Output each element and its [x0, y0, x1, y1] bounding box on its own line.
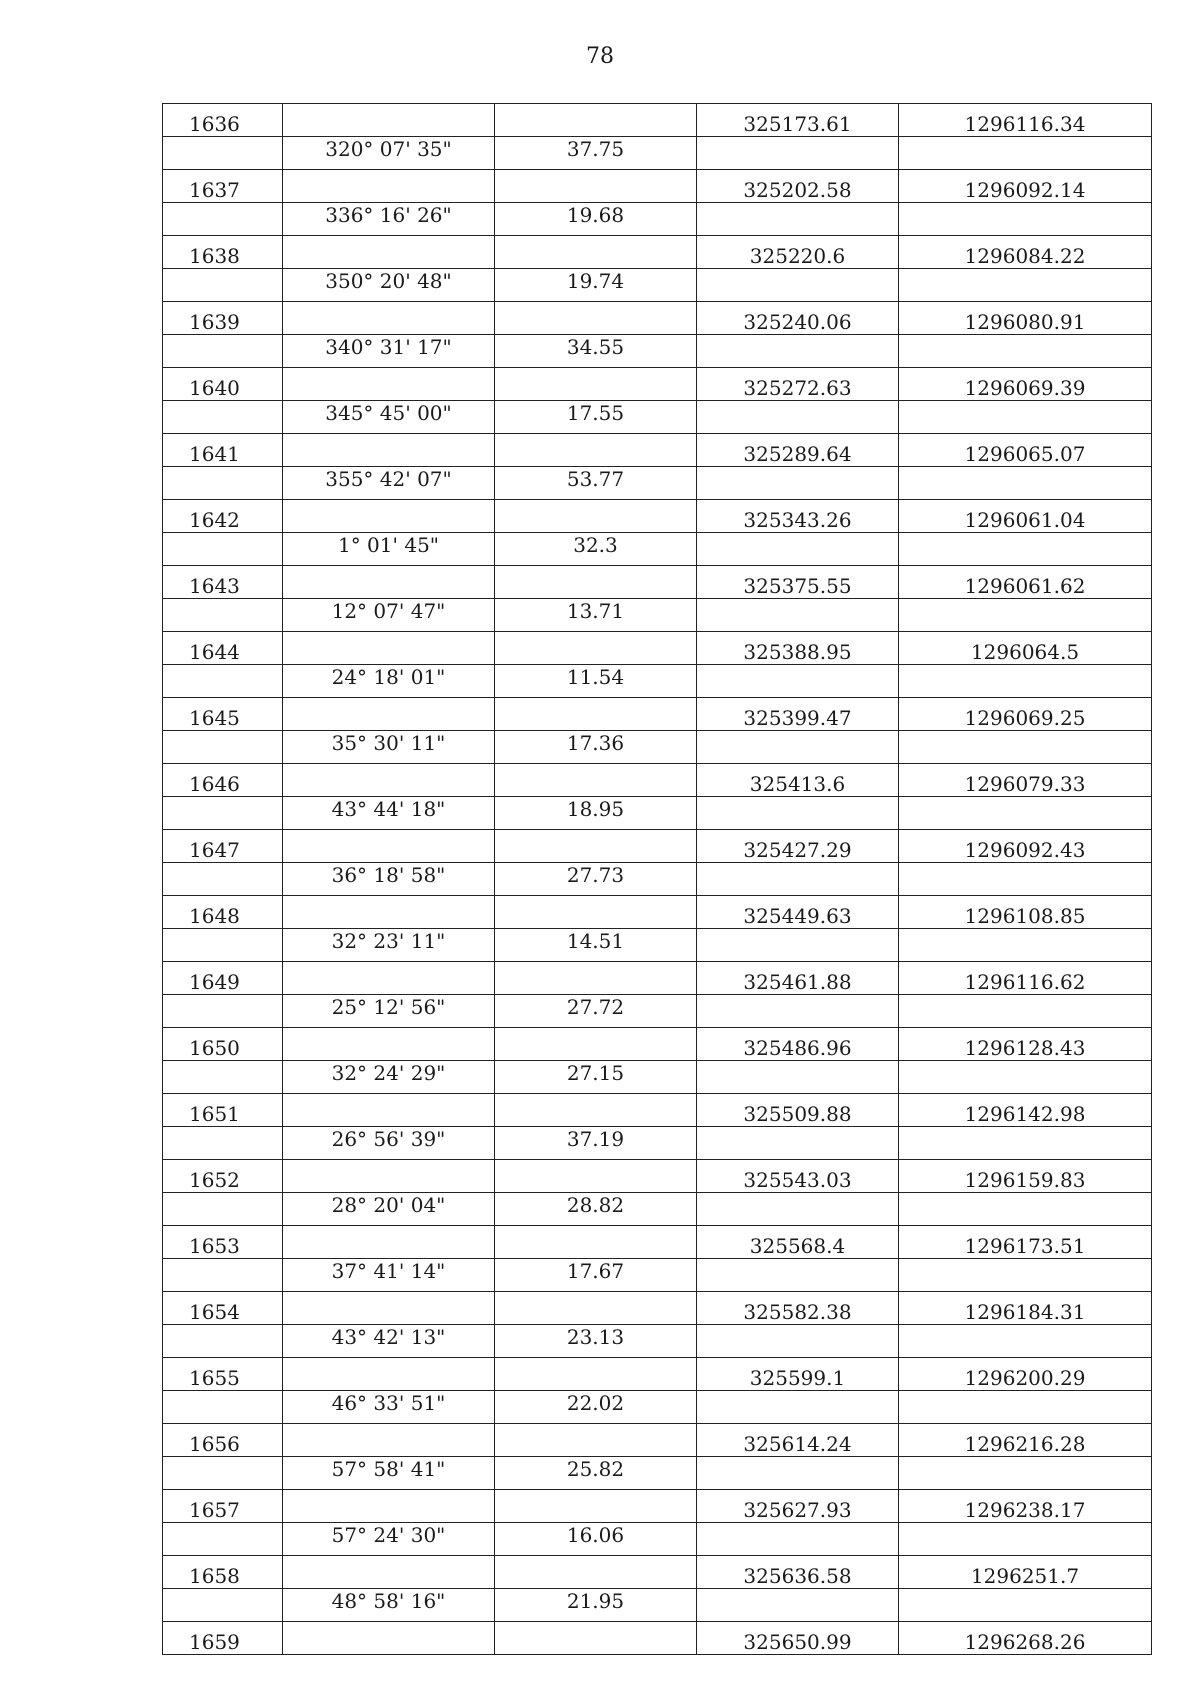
point-id-cell: 1643 — [163, 566, 283, 599]
angle-cell: 345° 45' 00" — [283, 401, 495, 434]
leg-row — [163, 731, 1152, 764]
point-row — [163, 1160, 1152, 1193]
angle-cell — [283, 236, 495, 269]
y-coordinate-cell — [899, 1259, 1152, 1292]
distance-cell — [495, 1160, 697, 1193]
leg-row — [163, 797, 1152, 830]
x-coordinate-cell — [697, 995, 899, 1028]
distance-cell — [495, 1622, 697, 1655]
leg-row — [163, 401, 1152, 434]
x-coordinate-cell: 325202.58 — [697, 170, 899, 203]
y-coordinate-cell: 1296092.43 — [899, 830, 1152, 863]
point-id-cell: 1641 — [163, 434, 283, 467]
distance-cell: 17.67 — [495, 1259, 697, 1292]
y-coordinate-cell: 1296084.22 — [899, 236, 1152, 269]
angle-cell: 43° 42' 13" — [283, 1325, 495, 1358]
angle-cell — [283, 1292, 495, 1325]
point-id-cell: 1649 — [163, 962, 283, 995]
point-id-cell — [163, 203, 283, 236]
point-id-cell — [163, 863, 283, 896]
x-coordinate-cell — [697, 401, 899, 434]
x-coordinate-cell: 325636.58 — [697, 1556, 899, 1589]
distance-cell — [495, 632, 697, 665]
x-coordinate-cell: 325568.4 — [697, 1226, 899, 1259]
leg-row — [163, 1589, 1152, 1622]
point-id-cell — [163, 401, 283, 434]
point-id-cell — [163, 269, 283, 302]
point-row — [163, 170, 1152, 203]
x-coordinate-cell — [697, 467, 899, 500]
point-id-cell — [163, 1325, 283, 1358]
distance-cell: 37.75 — [495, 137, 697, 170]
point-row — [163, 764, 1152, 797]
point-id-cell: 1640 — [163, 368, 283, 401]
y-coordinate-cell: 1296142.98 — [899, 1094, 1152, 1127]
point-id-cell — [163, 1589, 283, 1622]
y-coordinate-cell: 1296064.5 — [899, 632, 1152, 665]
x-coordinate-cell — [697, 1391, 899, 1424]
angle-cell — [283, 1226, 495, 1259]
angle-cell — [283, 1622, 495, 1655]
angle-cell — [283, 896, 495, 929]
distance-cell: 16.06 — [495, 1523, 697, 1556]
point-id-cell — [163, 1391, 283, 1424]
point-id-cell: 1636 — [163, 104, 283, 137]
distance-cell — [495, 764, 697, 797]
y-coordinate-cell — [899, 929, 1152, 962]
distance-cell: 53.77 — [495, 467, 697, 500]
y-coordinate-cell: 1296065.07 — [899, 434, 1152, 467]
x-coordinate-cell — [697, 599, 899, 632]
distance-cell: 18.95 — [495, 797, 697, 830]
distance-cell: 14.51 — [495, 929, 697, 962]
x-coordinate-cell — [697, 797, 899, 830]
point-id-cell — [163, 1193, 283, 1226]
distance-cell: 19.68 — [495, 203, 697, 236]
point-row — [163, 632, 1152, 665]
distance-cell — [495, 170, 697, 203]
leg-row — [163, 665, 1152, 698]
leg-row — [163, 863, 1152, 896]
angle-cell: 12° 07' 47" — [283, 599, 495, 632]
point-row — [163, 1358, 1152, 1391]
angle-cell: 46° 33' 51" — [283, 1391, 495, 1424]
distance-cell: 28.82 — [495, 1193, 697, 1226]
y-coordinate-cell: 1296238.17 — [899, 1490, 1152, 1523]
angle-cell: 32° 24' 29" — [283, 1061, 495, 1094]
x-coordinate-cell — [697, 1259, 899, 1292]
angle-cell: 48° 58' 16" — [283, 1589, 495, 1622]
y-coordinate-cell: 1296268.26 — [899, 1622, 1152, 1655]
point-id-cell: 1650 — [163, 1028, 283, 1061]
angle-cell — [283, 1094, 495, 1127]
angle-cell — [283, 1028, 495, 1061]
y-coordinate-cell — [899, 269, 1152, 302]
y-coordinate-cell: 1296116.62 — [899, 962, 1152, 995]
x-coordinate-cell: 325240.06 — [697, 302, 899, 335]
point-id-cell — [163, 1523, 283, 1556]
distance-cell — [495, 830, 697, 863]
leg-row — [163, 1259, 1152, 1292]
leg-row — [163, 995, 1152, 1028]
point-id-cell: 1647 — [163, 830, 283, 863]
point-id-cell: 1659 — [163, 1622, 283, 1655]
y-coordinate-cell: 1296200.29 — [899, 1358, 1152, 1391]
point-row — [163, 1028, 1152, 1061]
point-row — [163, 1622, 1152, 1655]
x-coordinate-cell: 325650.99 — [697, 1622, 899, 1655]
y-coordinate-cell — [899, 1193, 1152, 1226]
point-row — [163, 1292, 1152, 1325]
x-coordinate-cell: 325375.55 — [697, 566, 899, 599]
x-coordinate-cell — [697, 1127, 899, 1160]
angle-cell — [283, 962, 495, 995]
angle-cell — [283, 632, 495, 665]
y-coordinate-cell: 1296173.51 — [899, 1226, 1152, 1259]
y-coordinate-cell: 1296069.25 — [899, 698, 1152, 731]
y-coordinate-cell — [899, 665, 1152, 698]
point-row — [163, 1556, 1152, 1589]
angle-cell: 320° 07' 35" — [283, 137, 495, 170]
x-coordinate-cell — [697, 665, 899, 698]
point-row — [163, 830, 1152, 863]
distance-cell: 27.73 — [495, 863, 697, 896]
y-coordinate-cell — [899, 1589, 1152, 1622]
angle-cell — [283, 764, 495, 797]
distance-cell — [495, 104, 697, 137]
distance-cell: 19.74 — [495, 269, 697, 302]
y-coordinate-cell: 1296108.85 — [899, 896, 1152, 929]
x-coordinate-cell: 325272.63 — [697, 368, 899, 401]
point-id-cell — [163, 929, 283, 962]
point-row — [163, 302, 1152, 335]
x-coordinate-cell: 325599.1 — [697, 1358, 899, 1391]
x-coordinate-cell — [697, 1523, 899, 1556]
y-coordinate-cell — [899, 335, 1152, 368]
point-id-cell: 1637 — [163, 170, 283, 203]
point-id-cell — [163, 995, 283, 1028]
point-id-cell — [163, 467, 283, 500]
x-coordinate-cell — [697, 1457, 899, 1490]
angle-cell — [283, 1490, 495, 1523]
point-id-cell: 1645 — [163, 698, 283, 731]
page-number: 78 — [586, 44, 614, 69]
point-id-cell: 1639 — [163, 302, 283, 335]
angle-cell: 24° 18' 01" — [283, 665, 495, 698]
point-id-cell: 1654 — [163, 1292, 283, 1325]
x-coordinate-cell: 325399.47 — [697, 698, 899, 731]
x-coordinate-cell: 325461.88 — [697, 962, 899, 995]
y-coordinate-cell — [899, 1523, 1152, 1556]
distance-cell — [495, 1226, 697, 1259]
leg-row — [163, 203, 1152, 236]
angle-cell: 25° 12' 56" — [283, 995, 495, 1028]
y-coordinate-cell — [899, 1325, 1152, 1358]
coordinates-table — [162, 103, 1152, 1655]
angle-cell — [283, 434, 495, 467]
angle-cell — [283, 170, 495, 203]
angle-cell — [283, 1424, 495, 1457]
leg-row — [163, 467, 1152, 500]
distance-cell: 21.95 — [495, 1589, 697, 1622]
distance-cell: 25.82 — [495, 1457, 697, 1490]
leg-row — [163, 1457, 1152, 1490]
point-id-cell — [163, 599, 283, 632]
angle-cell: 32° 23' 11" — [283, 929, 495, 962]
angle-cell: 336° 16' 26" — [283, 203, 495, 236]
y-coordinate-cell: 1296069.39 — [899, 368, 1152, 401]
y-coordinate-cell: 1296061.04 — [899, 500, 1152, 533]
point-row — [163, 500, 1152, 533]
y-coordinate-cell — [899, 1457, 1152, 1490]
angle-cell — [283, 104, 495, 137]
distance-cell — [495, 962, 697, 995]
y-coordinate-cell — [899, 137, 1152, 170]
distance-cell: 17.36 — [495, 731, 697, 764]
point-row — [163, 896, 1152, 929]
y-coordinate-cell: 1296184.31 — [899, 1292, 1152, 1325]
distance-cell: 11.54 — [495, 665, 697, 698]
distance-cell — [495, 698, 697, 731]
x-coordinate-cell — [697, 269, 899, 302]
y-coordinate-cell — [899, 599, 1152, 632]
angle-cell — [283, 500, 495, 533]
y-coordinate-cell — [899, 533, 1152, 566]
leg-row — [163, 269, 1152, 302]
x-coordinate-cell — [697, 533, 899, 566]
distance-cell: 27.72 — [495, 995, 697, 1028]
y-coordinate-cell — [899, 467, 1152, 500]
point-id-cell: 1651 — [163, 1094, 283, 1127]
y-coordinate-cell — [899, 401, 1152, 434]
point-id-cell: 1652 — [163, 1160, 283, 1193]
distance-cell: 13.71 — [495, 599, 697, 632]
angle-cell: 26° 56' 39" — [283, 1127, 495, 1160]
y-coordinate-cell: 1296128.43 — [899, 1028, 1152, 1061]
y-coordinate-cell: 1296116.34 — [899, 104, 1152, 137]
point-row — [163, 368, 1152, 401]
y-coordinate-cell — [899, 995, 1152, 1028]
point-id-cell: 1656 — [163, 1424, 283, 1457]
point-row — [163, 1226, 1152, 1259]
leg-row — [163, 533, 1152, 566]
angle-cell: 350° 20' 48" — [283, 269, 495, 302]
angle-cell: 37° 41' 14" — [283, 1259, 495, 1292]
angle-cell — [283, 1556, 495, 1589]
point-row — [163, 962, 1152, 995]
angle-cell — [283, 698, 495, 731]
y-coordinate-cell: 1296080.91 — [899, 302, 1152, 335]
distance-cell — [495, 1556, 697, 1589]
distance-cell — [495, 500, 697, 533]
x-coordinate-cell: 325614.24 — [697, 1424, 899, 1457]
point-id-cell: 1642 — [163, 500, 283, 533]
angle-cell: 355° 42' 07" — [283, 467, 495, 500]
x-coordinate-cell — [697, 1589, 899, 1622]
distance-cell: 37.19 — [495, 1127, 697, 1160]
x-coordinate-cell: 325509.88 — [697, 1094, 899, 1127]
angle-cell: 28° 20' 04" — [283, 1193, 495, 1226]
point-id-cell — [163, 137, 283, 170]
distance-cell — [495, 1358, 697, 1391]
y-coordinate-cell — [899, 1061, 1152, 1094]
angle-cell: 43° 44' 18" — [283, 797, 495, 830]
x-coordinate-cell — [697, 335, 899, 368]
point-row — [163, 1490, 1152, 1523]
point-id-cell: 1646 — [163, 764, 283, 797]
angle-cell: 57° 58' 41" — [283, 1457, 495, 1490]
y-coordinate-cell: 1296159.83 — [899, 1160, 1152, 1193]
x-coordinate-cell: 325388.95 — [697, 632, 899, 665]
angle-cell — [283, 1358, 495, 1391]
leg-row — [163, 1325, 1152, 1358]
distance-cell — [495, 1292, 697, 1325]
distance-cell — [495, 434, 697, 467]
point-id-cell — [163, 731, 283, 764]
angle-cell — [283, 1160, 495, 1193]
leg-row — [163, 929, 1152, 962]
point-id-cell: 1657 — [163, 1490, 283, 1523]
coordinates-table-body — [163, 104, 1152, 1655]
x-coordinate-cell — [697, 1061, 899, 1094]
point-id-cell — [163, 1457, 283, 1490]
distance-cell — [495, 302, 697, 335]
point-id-cell — [163, 1127, 283, 1160]
x-coordinate-cell: 325220.6 — [697, 236, 899, 269]
distance-cell: 22.02 — [495, 1391, 697, 1424]
distance-cell: 32.3 — [495, 533, 697, 566]
y-coordinate-cell — [899, 863, 1152, 896]
y-coordinate-cell — [899, 1127, 1152, 1160]
x-coordinate-cell — [697, 137, 899, 170]
angle-cell — [283, 830, 495, 863]
distance-cell: 17.55 — [495, 401, 697, 434]
angle-cell: 340° 31' 17" — [283, 335, 495, 368]
point-id-cell: 1655 — [163, 1358, 283, 1391]
x-coordinate-cell: 325582.38 — [697, 1292, 899, 1325]
point-id-cell: 1638 — [163, 236, 283, 269]
point-id-cell: 1658 — [163, 1556, 283, 1589]
leg-row — [163, 1061, 1152, 1094]
point-row — [163, 1094, 1152, 1127]
distance-cell — [495, 1490, 697, 1523]
angle-cell: 1° 01' 45" — [283, 533, 495, 566]
x-coordinate-cell: 325486.96 — [697, 1028, 899, 1061]
point-id-cell — [163, 533, 283, 566]
distance-cell: 27.15 — [495, 1061, 697, 1094]
x-coordinate-cell: 325343.26 — [697, 500, 899, 533]
point-row — [163, 434, 1152, 467]
point-id-cell: 1648 — [163, 896, 283, 929]
distance-cell: 34.55 — [495, 335, 697, 368]
angle-cell: 35° 30' 11" — [283, 731, 495, 764]
leg-row — [163, 335, 1152, 368]
x-coordinate-cell: 325173.61 — [697, 104, 899, 137]
distance-cell — [495, 566, 697, 599]
y-coordinate-cell — [899, 203, 1152, 236]
y-coordinate-cell — [899, 731, 1152, 764]
y-coordinate-cell — [899, 797, 1152, 830]
point-id-cell: 1644 — [163, 632, 283, 665]
distance-cell — [495, 1028, 697, 1061]
point-id-cell: 1653 — [163, 1226, 283, 1259]
x-coordinate-cell: 325427.29 — [697, 830, 899, 863]
y-coordinate-cell: 1296061.62 — [899, 566, 1152, 599]
point-row — [163, 1424, 1152, 1457]
leg-row — [163, 1127, 1152, 1160]
leg-row — [163, 599, 1152, 632]
y-coordinate-cell — [899, 1391, 1152, 1424]
point-id-cell — [163, 335, 283, 368]
point-row — [163, 236, 1152, 269]
x-coordinate-cell: 325627.93 — [697, 1490, 899, 1523]
y-coordinate-cell: 1296251.7 — [899, 1556, 1152, 1589]
leg-row — [163, 137, 1152, 170]
x-coordinate-cell — [697, 863, 899, 896]
distance-cell — [495, 368, 697, 401]
leg-row — [163, 1391, 1152, 1424]
distance-cell — [495, 1094, 697, 1127]
point-id-cell — [163, 665, 283, 698]
point-id-cell — [163, 1061, 283, 1094]
x-coordinate-cell — [697, 203, 899, 236]
y-coordinate-cell: 1296092.14 — [899, 170, 1152, 203]
x-coordinate-cell — [697, 731, 899, 764]
angle-cell: 36° 18' 58" — [283, 863, 495, 896]
x-coordinate-cell — [697, 929, 899, 962]
x-coordinate-cell — [697, 1325, 899, 1358]
leg-row — [163, 1523, 1152, 1556]
point-row — [163, 698, 1152, 731]
angle-cell — [283, 566, 495, 599]
angle-cell: 57° 24' 30" — [283, 1523, 495, 1556]
x-coordinate-cell — [697, 1193, 899, 1226]
leg-row — [163, 1193, 1152, 1226]
y-coordinate-cell: 1296216.28 — [899, 1424, 1152, 1457]
point-id-cell — [163, 797, 283, 830]
point-row — [163, 104, 1152, 137]
y-coordinate-cell: 1296079.33 — [899, 764, 1152, 797]
point-id-cell — [163, 1259, 283, 1292]
distance-cell: 23.13 — [495, 1325, 697, 1358]
x-coordinate-cell: 325413.6 — [697, 764, 899, 797]
distance-cell — [495, 1424, 697, 1457]
x-coordinate-cell: 325449.63 — [697, 896, 899, 929]
x-coordinate-cell: 325543.03 — [697, 1160, 899, 1193]
distance-cell — [495, 896, 697, 929]
point-row — [163, 566, 1152, 599]
angle-cell — [283, 302, 495, 335]
angle-cell — [283, 368, 495, 401]
distance-cell — [495, 236, 697, 269]
x-coordinate-cell: 325289.64 — [697, 434, 899, 467]
